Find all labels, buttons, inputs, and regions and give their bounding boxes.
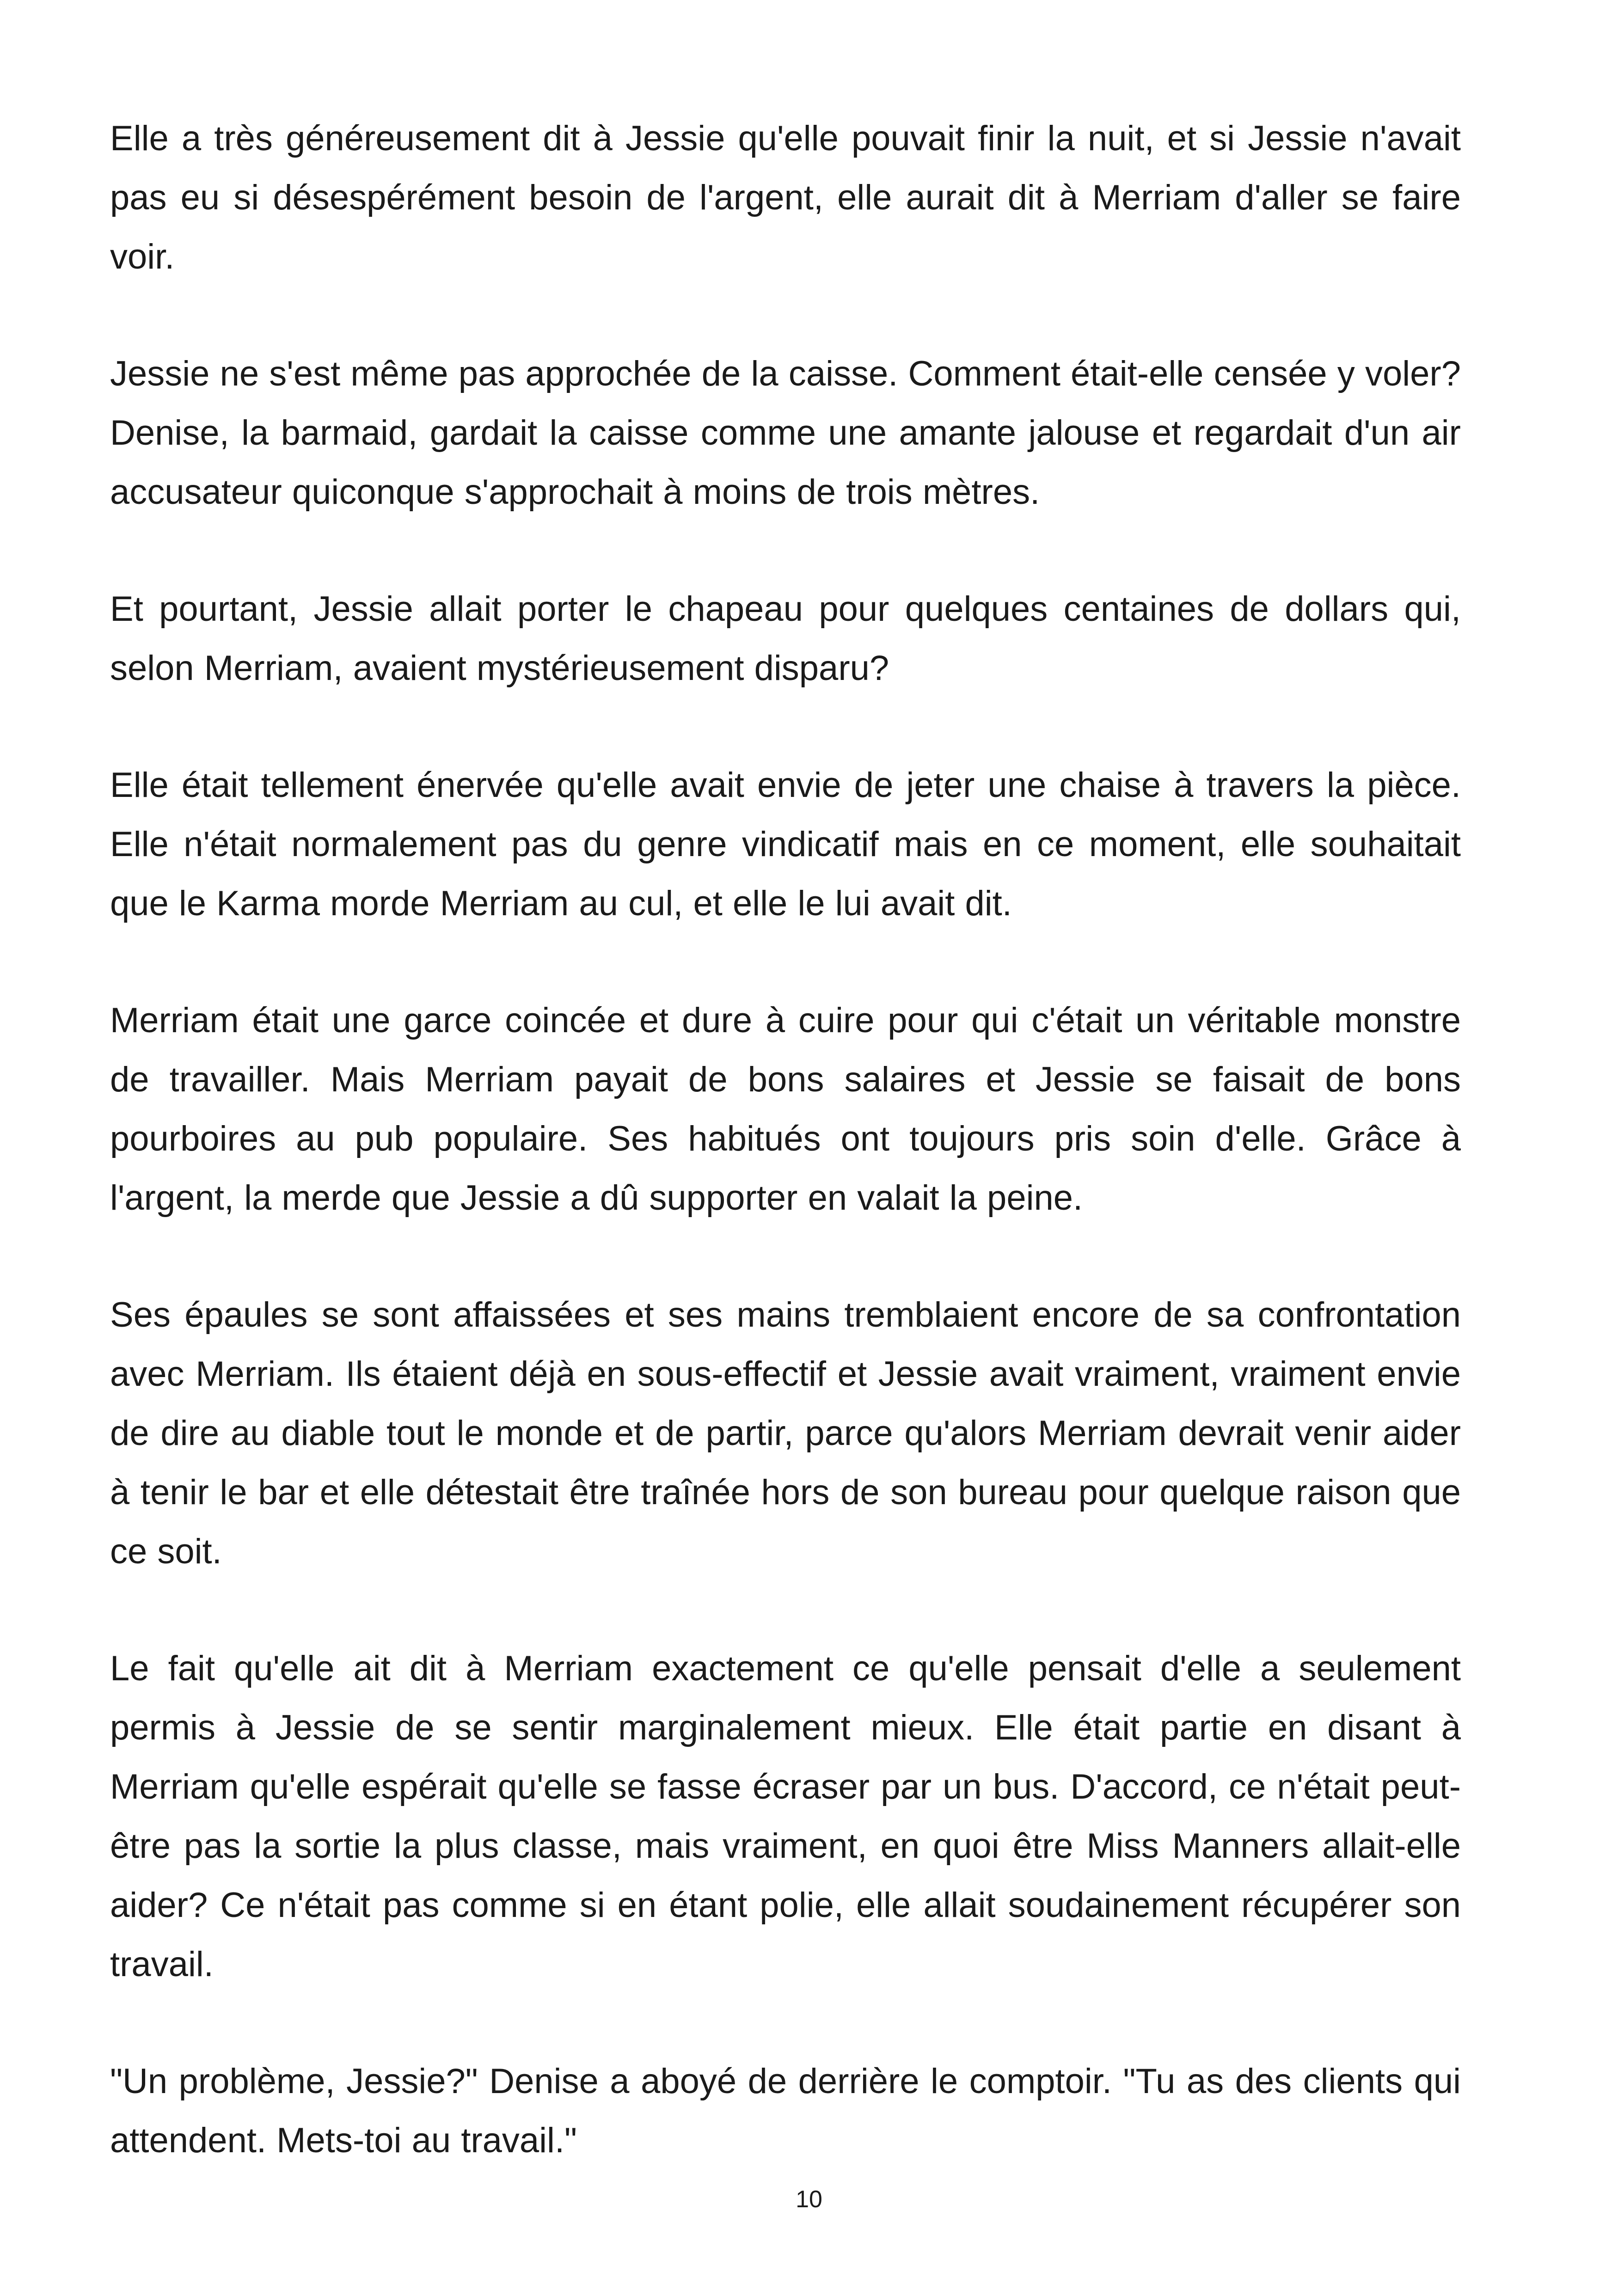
text-body xyxy=(110,109,1461,2228)
paragraph-6: Ses épaules se sont affaissées et ses mains tremblaient encore de sa confrontation avec Merriam. Ils étaient déjà en sous-effectif et Jessie avait vraiment, vraiment envie de dire au diable tout le monde et de partir, parce qu'alors Merriam devrait venir aider à tenir le bar et elle détestait être traînée hors de son bureau pour quelque raison que ce soit. xyxy=(110,1295,1461,1571)
paragraph-8: "Un problème, Jessie?" Denise a aboyé de derrière le comptoir. "Tu as des clients qui attendent. Mets-toi au travail." xyxy=(110,2062,1461,2160)
paragraph-4: Elle était tellement énervée qu'elle avait envie de jeter une chaise à travers la pièce. Elle n'était normalement pas du genre vindicatif mais en ce moment, elle souhaitait que le Karma morde Merriam au cul, et elle le lui avait dit. xyxy=(110,765,1461,923)
paragraph-1: Elle a très généreusement dit à Jessie qu'elle pouvait finir la nuit, et si Jessie n'avait pas eu si désespérément besoin de l'argent, elle aurait dit à Merriam d'aller se faire voir. xyxy=(110,119,1461,276)
paragraph-7: Le fait qu'elle ait dit à Merriam exactement ce qu'elle pensait d'elle a seulement permis à Jessie de se sentir marginalement mieux. Elle était partie en disant à Merriam qu'elle espérait qu'elle se fasse écraser par un bus. D'accord, ce n'était peut-être pas la sortie la plus classe, mais vraiment, en quoi être Miss Manners allait-elle aider? Ce n'était pas comme si en étant polie, elle allait soudainement récupérer son travail. xyxy=(110,1649,1461,1984)
paragraph-2: Jessie ne s'est même pas approchée de la caisse. Comment était-elle censée y voler? Denise, la barmaid, gardait la caisse comme une amante jalouse et regardait d'un air accusateur quiconque s'approchait à moins de trois mètres. xyxy=(110,354,1461,512)
paragraph-3: Et pourtant, Jessie allait porter le chapeau pour quelques centaines de dollars qui, selon Merriam, avaient mystérieusement disparu? xyxy=(110,589,1461,688)
paragraph-5: Merriam était une garce coincée et dure à cuire pour qui c'était un véritable monstre de travailler. Mais Merriam payait de bons salaires et Jessie se faisait de bons pourboires au pub populaire. Ses habitués ont toujours pris soin d'elle. Grâce à l'argent, la merde que Jessie a dû supporter en valait la peine. xyxy=(110,1001,1461,1218)
page-number: 10 xyxy=(796,2186,822,2213)
